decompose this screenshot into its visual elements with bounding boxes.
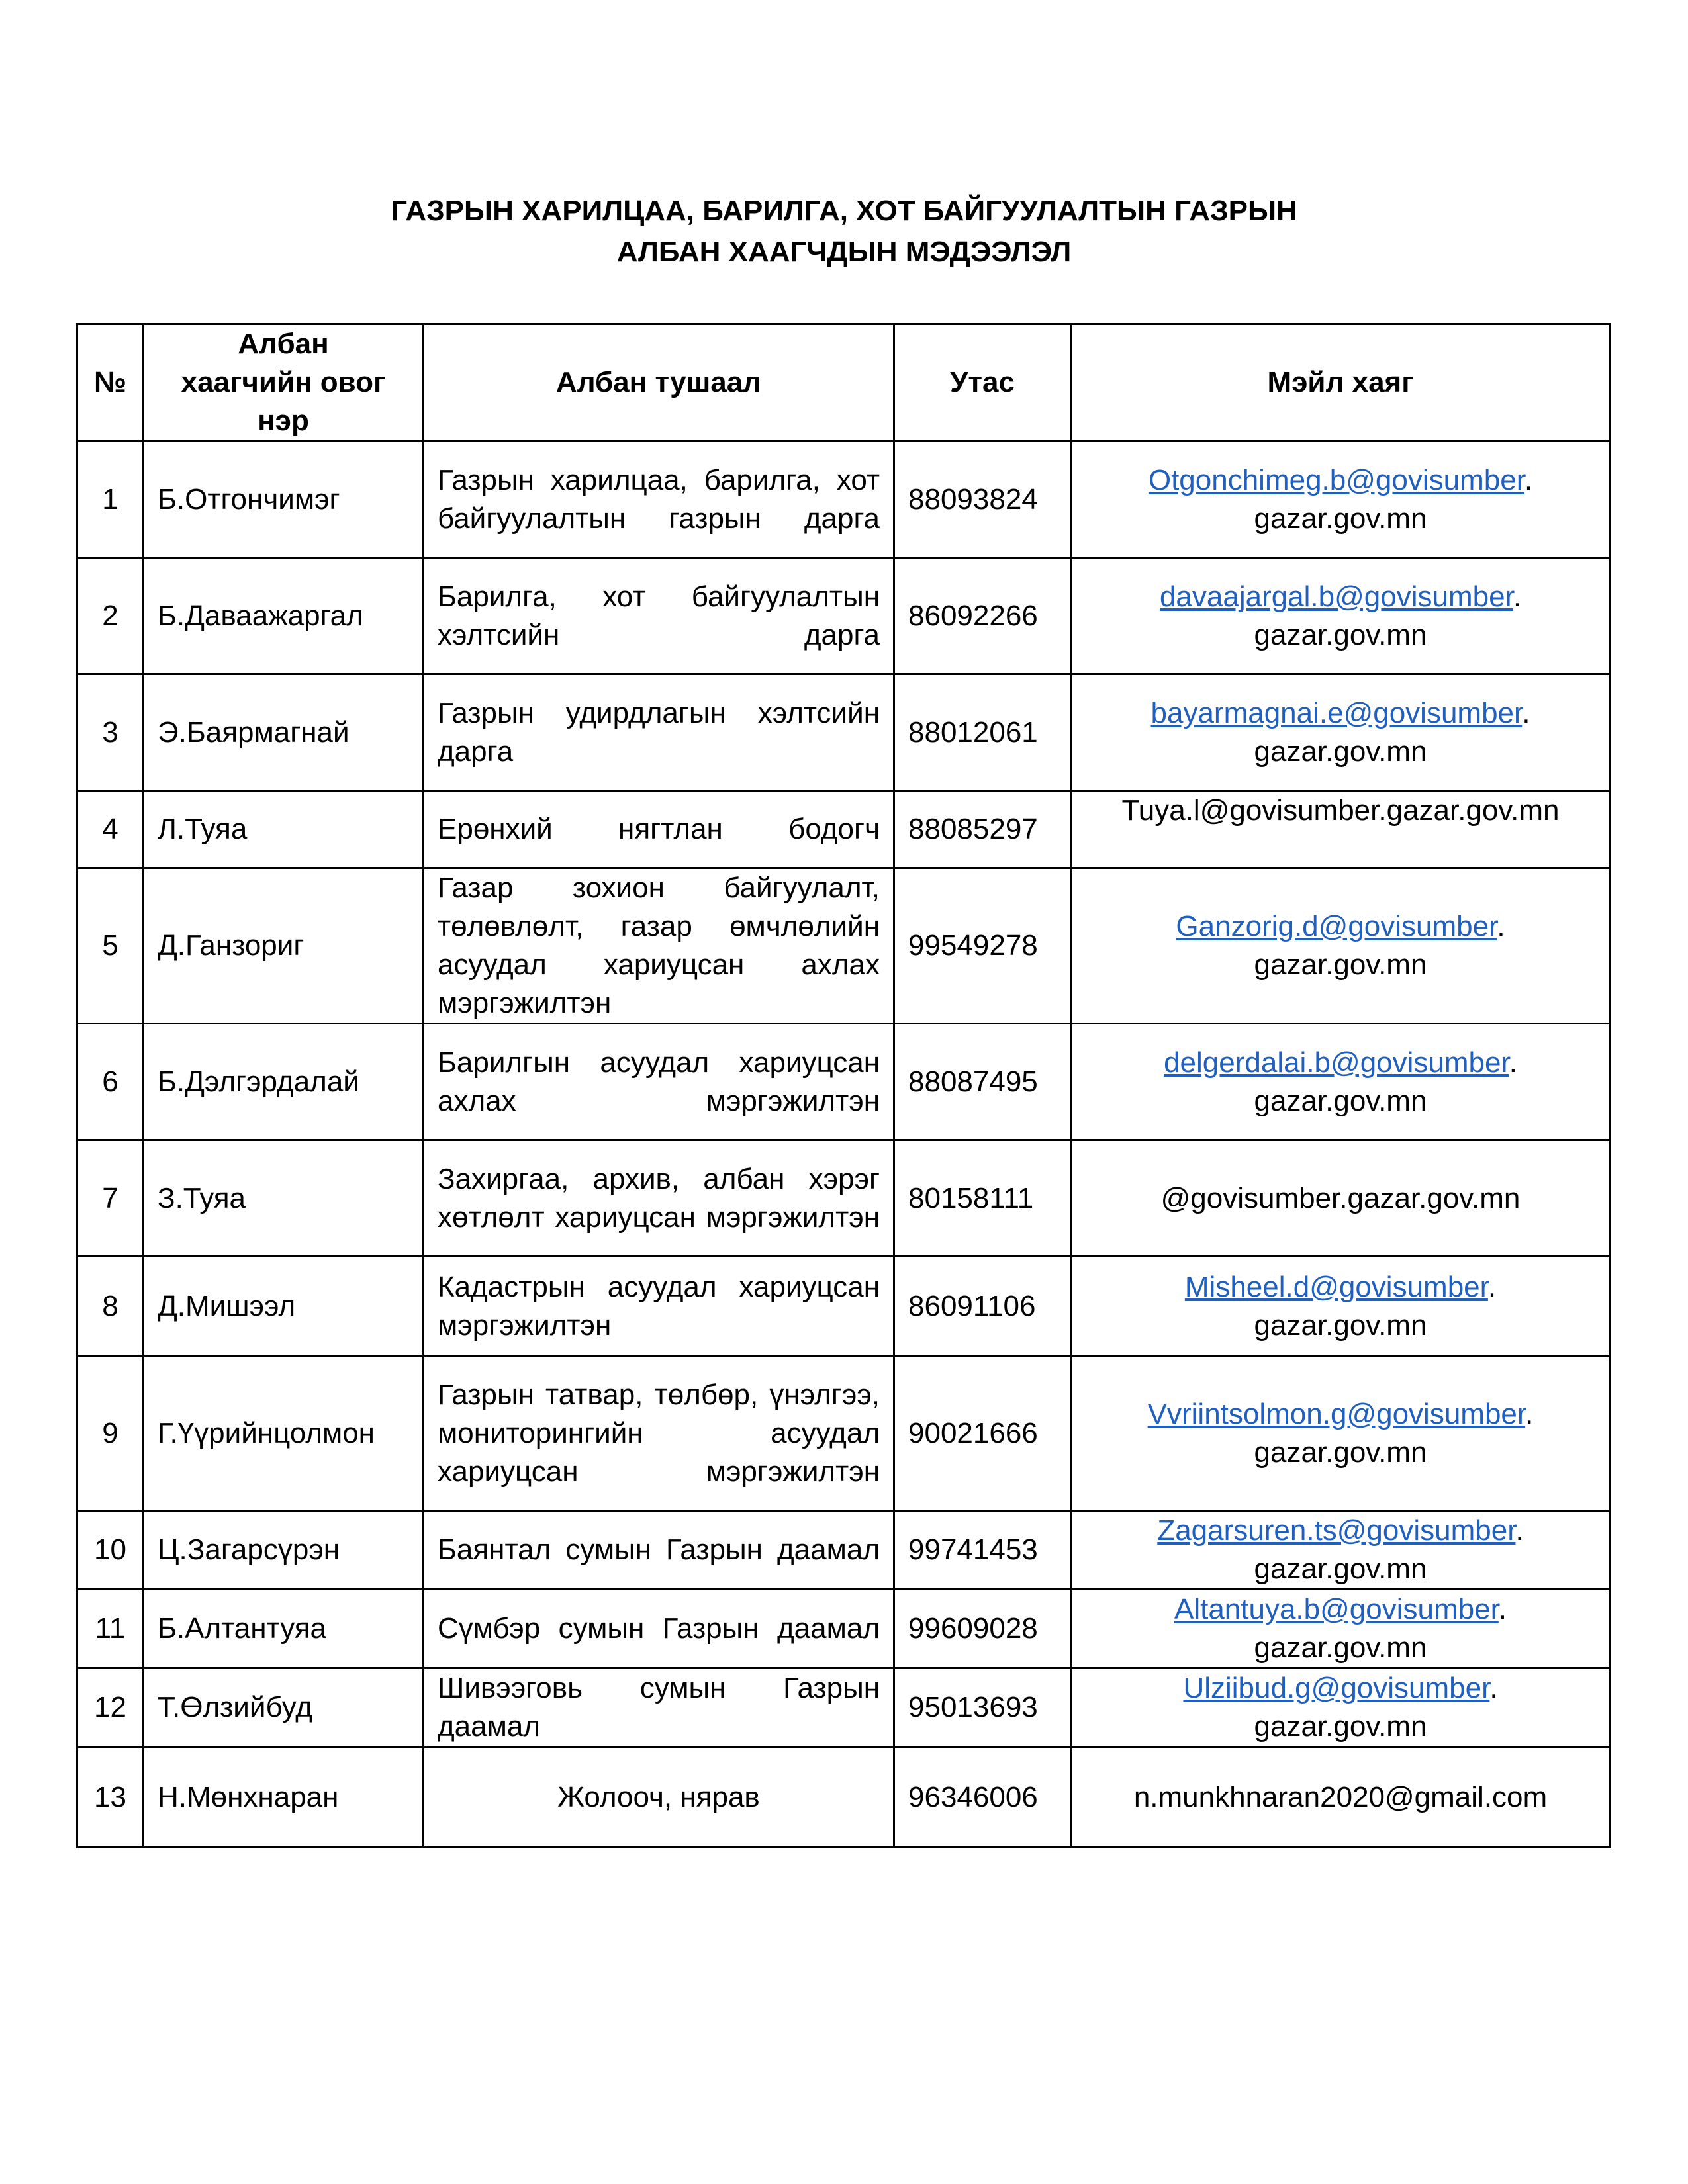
table-row (77, 1257, 1611, 1356)
email-dot: . (1509, 1046, 1517, 1079)
email-domain: gazar.gov.mn (1254, 1435, 1427, 1469)
email-line-1 (1085, 694, 1596, 733)
email-link[interactable]: Vvriintsolmon.g@govisumber (1147, 1397, 1526, 1430)
employee-phone: 86092266 (894, 558, 1071, 674)
email-dot: . (1489, 1672, 1498, 1704)
employee-name: Ц.Загарсүрэн (144, 1511, 424, 1590)
email-dot: . (1522, 696, 1530, 729)
employee-position: Барилга, хот байгуулалтын хэлтсийн дарга (424, 558, 894, 674)
employee-email (1071, 1747, 1611, 1848)
email-domain: gazar.gov.mn (1254, 1553, 1427, 1585)
email-link[interactable]: Otgonchimeg.b@govisumber (1148, 463, 1524, 496)
email-link[interactable]: delgerdalai.b@govisumber (1164, 1046, 1509, 1079)
row-number: 1 (77, 441, 144, 558)
header-phone: Утас (894, 324, 1071, 441)
header-email: Мэйл хаяг (1071, 324, 1611, 441)
employee-email (1071, 791, 1611, 868)
email-text: Tuya.l@govisumber.gazar.gov.mn (1121, 794, 1560, 827)
email-domain: gazar.gov.mn (1254, 618, 1427, 651)
employee-email (1071, 1257, 1611, 1356)
employee-position: Газрын удирдлагын хэлтсийн дарга (424, 674, 894, 791)
staff-table (76, 323, 1611, 1848)
employee-phone: 88085297 (894, 791, 1071, 868)
email-dot: . (1513, 580, 1522, 613)
employee-name: Э.Баярмагнай (144, 674, 424, 791)
email-line-1 (1085, 1268, 1596, 1306)
email-link[interactable]: Altantuya.b@govisumber (1174, 1593, 1499, 1625)
table-row (77, 1511, 1611, 1590)
employee-name: Т.Өлзийбуд (144, 1668, 424, 1747)
employee-name: Д.Ганзориг (144, 868, 424, 1024)
table-row (77, 791, 1611, 868)
email-domain: gazar.gov.mn (1254, 1631, 1427, 1664)
email-line-2 (1085, 733, 1596, 771)
employee-phone: 99549278 (894, 868, 1071, 1024)
table-row (77, 1747, 1611, 1848)
table-row (77, 1668, 1611, 1747)
email-line-1 (1085, 907, 1596, 946)
table-header-row (77, 324, 1611, 441)
row-number: 9 (77, 1356, 144, 1511)
employee-phone: 88087495 (894, 1024, 1071, 1140)
email-text: n.munkhnaran2020@gmail.com (1133, 1780, 1548, 1813)
header-position: Албан тушаал (424, 324, 894, 441)
employee-position: Барилгын асуудал хариуцсан ахлах мэргэжилтэн (424, 1024, 894, 1140)
email-line-2 (1085, 1629, 1596, 1667)
row-number: 12 (77, 1668, 144, 1747)
employee-phone: 96346006 (894, 1747, 1071, 1848)
row-number: 3 (77, 674, 144, 791)
row-number: 6 (77, 1024, 144, 1140)
row-number: 4 (77, 791, 144, 868)
table-row (77, 1356, 1611, 1511)
email-line-1 (1085, 461, 1596, 500)
employee-name: Н.Мөнхнаран (144, 1747, 424, 1848)
row-number: 11 (77, 1590, 144, 1668)
title-line-2: АЛБАН ХААГЧДЫН МЭДЭЭЛЭЛ (616, 236, 1072, 268)
employee-position: Жолооч, нярав (424, 1747, 894, 1848)
table-row (77, 674, 1611, 791)
employee-email (1071, 674, 1611, 791)
employee-email (1071, 1511, 1611, 1590)
employee-email (1071, 1140, 1611, 1257)
email-dot: . (1498, 1593, 1507, 1625)
employee-position: Шивээговь сумын Газрын даамал (424, 1668, 894, 1747)
header-name (144, 324, 424, 441)
email-dot: . (1525, 1397, 1534, 1430)
email-dot: . (1497, 910, 1505, 942)
employee-phone: 86091106 (894, 1257, 1071, 1356)
email-domain: gazar.gov.mn (1254, 1084, 1427, 1117)
employee-position: Баянтал сумын Газрын даамал (424, 1511, 894, 1590)
employee-email (1071, 558, 1611, 674)
email-line-2 (1085, 946, 1596, 984)
employee-position: Ерөнхий нягтлан бодогч (424, 791, 894, 868)
email-line-2 (1085, 1550, 1596, 1588)
header-name-line: хаагчийн овог (181, 366, 386, 398)
title-line-1: ГАЗРЫН ХАРИЛЦАА, БАРИЛГА, ХОТ БАЙГУУЛАЛТЫН ГАЗРЫН (391, 195, 1297, 227)
email-line-2 (1085, 1306, 1596, 1345)
email-domain: gazar.gov.mn (1254, 948, 1427, 981)
employee-name: З.Туяа (144, 1140, 424, 1257)
email-domain: gazar.gov.mn (1254, 1710, 1427, 1743)
email-line-2 (1085, 616, 1596, 655)
employee-position: Захиргаа, архив, албан хэрэг хөтлөлт хариуцсан мэргэжилтэн (424, 1140, 894, 1257)
email-dot: . (1515, 1514, 1524, 1547)
email-line-1 (1085, 578, 1596, 616)
email-domain: gazar.gov.mn (1254, 502, 1427, 535)
table-row (77, 1140, 1611, 1257)
table-row (77, 441, 1611, 558)
email-link[interactable]: davaajargal.b@govisumber (1159, 580, 1513, 613)
email-dot: . (1524, 463, 1533, 496)
email-line-2 (1085, 1082, 1596, 1120)
email-line-1 (1085, 1395, 1596, 1433)
employee-phone: 95013693 (894, 1668, 1071, 1747)
employee-email (1071, 1024, 1611, 1140)
table-row (77, 1024, 1611, 1140)
employee-position: Кадастрын асуудал хариуцсан мэргэжилтэн (424, 1257, 894, 1356)
email-line-1 (1085, 1512, 1596, 1550)
row-number: 13 (77, 1747, 144, 1848)
employee-phone: 88093824 (894, 441, 1071, 558)
employee-email (1071, 441, 1611, 558)
header-name-line: Албан (238, 328, 329, 360)
employee-phone: 80158111 (894, 1140, 1071, 1257)
employee-name: Д.Мишээл (144, 1257, 424, 1356)
employee-email (1071, 1356, 1611, 1511)
table-row (77, 868, 1611, 1024)
employee-email (1071, 1668, 1611, 1747)
email-line-2 (1085, 500, 1596, 538)
employee-position: Газрын татвар, төлбөр, үнэлгээ, мониторингийн асуудал хариуцсан мэргэжилтэн (424, 1356, 894, 1511)
employee-email (1071, 868, 1611, 1024)
email-domain: gazar.gov.mn (1254, 1308, 1427, 1342)
email-line-2 (1085, 1707, 1596, 1746)
employee-name: Б.Даваажаргал (144, 558, 424, 674)
employee-name: Б.Отгончимэг (144, 441, 424, 558)
employee-phone: 99609028 (894, 1590, 1071, 1668)
employee-position: Газрын харилцаа, барилга, хот байгуулалтын газрын дарга (424, 441, 894, 558)
email-dot: . (1487, 1270, 1497, 1303)
employee-position: Сүмбэр сумын Газрын даамал (424, 1590, 894, 1668)
header-name-line: нэр (258, 404, 309, 437)
email-link[interactable]: Zagarsuren.ts@govisumber (1157, 1514, 1516, 1547)
employee-name: Г.Үүрийнцолмон (144, 1356, 424, 1511)
email-line-1 (1085, 1044, 1596, 1082)
email-line-1 (1085, 1590, 1596, 1629)
table-row (77, 558, 1611, 674)
row-number: 7 (77, 1140, 144, 1257)
email-link[interactable]: Misheel.d@govisumber (1184, 1270, 1488, 1303)
employee-phone: 99741453 (894, 1511, 1071, 1590)
row-number: 2 (77, 558, 144, 674)
email-link[interactable]: bayarmagnai.e@govisumber (1150, 696, 1523, 729)
employee-phone: 90021666 (894, 1356, 1071, 1511)
table-body (77, 441, 1611, 1848)
row-number: 10 (77, 1511, 144, 1590)
employee-email (1071, 1590, 1611, 1668)
document-title (0, 191, 1688, 273)
row-number: 8 (77, 1257, 144, 1356)
email-line-1 (1085, 1669, 1596, 1707)
email-text: @govisumber.gazar.gov.mn (1160, 1181, 1521, 1214)
header-no: № (77, 324, 144, 441)
employee-name: Б.Дэлгэрдалай (144, 1024, 424, 1140)
table-row (77, 1590, 1611, 1668)
email-link[interactable]: Ganzorig.d@govisumber (1176, 910, 1497, 942)
email-link[interactable]: Ulziibud.g@govisumber (1183, 1672, 1490, 1704)
employee-name: Б.Алтантуяа (144, 1590, 424, 1668)
employee-name: Л.Туяа (144, 791, 424, 868)
employee-position: Газар зохион байгуулалт, төлөвлөлт, газар өмчлөлийн асуудал хариуцсан ахлах мэргэжилтэн (424, 868, 894, 1024)
row-number: 5 (77, 868, 144, 1024)
employee-phone: 88012061 (894, 674, 1071, 791)
email-line-2 (1085, 1433, 1596, 1472)
email-domain: gazar.gov.mn (1254, 735, 1427, 768)
